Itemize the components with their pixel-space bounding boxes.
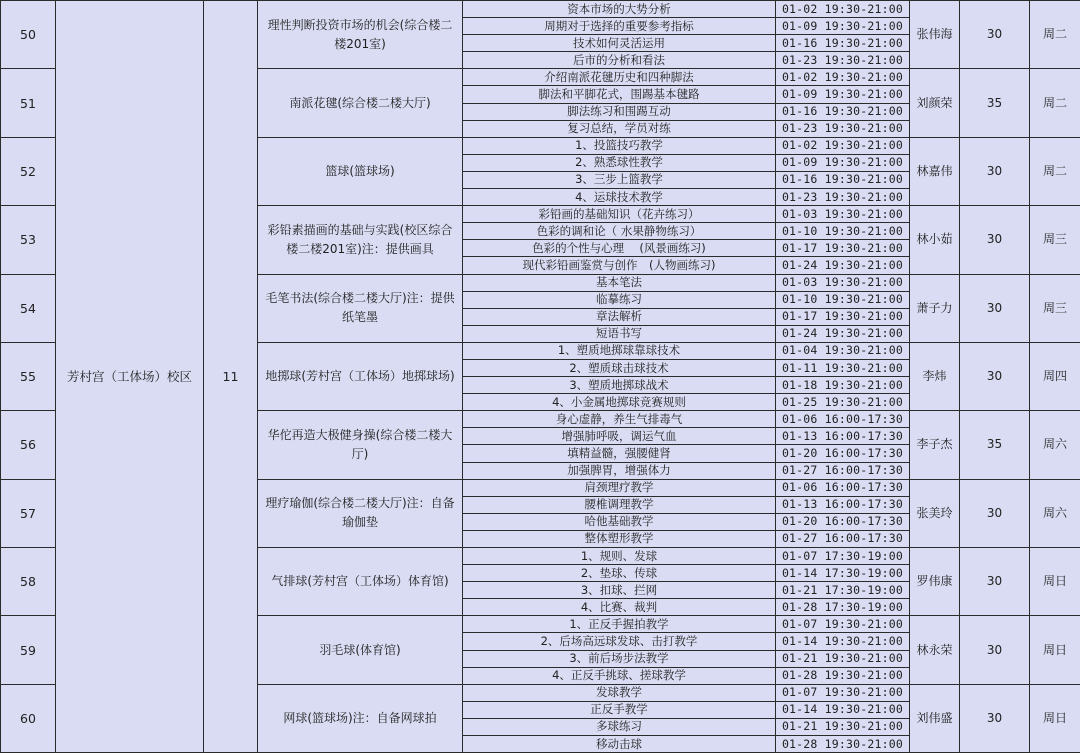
session-topic: 腰椎调理教学: [463, 496, 776, 513]
teacher-name: 李炜: [910, 342, 960, 410]
teacher-name: 张伟海: [910, 1, 960, 69]
table-body: [1, 1, 1080, 753]
session-time: 01-16 19:30-21:00: [776, 103, 910, 120]
session-time: 01-13 16:00-17:30: [776, 496, 910, 513]
session-topic: 4、小金属地掷球竞赛规则: [463, 394, 776, 411]
session-time: 01-07 19:30-21:00: [776, 684, 910, 701]
course-title: 彩铅素描画的基础与实践(校区综合楼二楼201室)注：提供画具: [258, 206, 463, 274]
session-time: 01-09 19:30-21:00: [776, 18, 910, 35]
session-time: 01-23 19:30-21:00: [776, 120, 910, 137]
course-number: 51: [1, 69, 56, 137]
enrollment-quota: 30: [960, 342, 1030, 410]
teacher-name: 罗伟康: [910, 548, 960, 616]
session-topic: 4、运球技术教学: [463, 189, 776, 206]
enrollment-quota: 30: [960, 274, 1030, 342]
session-time: 01-04 19:30-21:00: [776, 342, 910, 359]
session-topic: 移动击球: [463, 736, 776, 753]
session-time: 01-09 19:30-21:00: [776, 86, 910, 103]
session-topic: 色彩的调和论（ 水果静物练习）: [463, 223, 776, 240]
course-number: 58: [1, 548, 56, 616]
teacher-name: 林永荣: [910, 616, 960, 684]
course-number: 52: [1, 137, 56, 205]
session-topic: 整体塑形教学: [463, 530, 776, 547]
session-topic: 发球教学: [463, 684, 776, 701]
session-topic: 3、塑质地掷球战术: [463, 377, 776, 394]
session-topic: 章法解析: [463, 308, 776, 325]
session-time: 01-14 17:30-19:00: [776, 565, 910, 582]
session-time: 01-14 19:30-21:00: [776, 633, 910, 650]
session-time: 01-09 19:30-21:00: [776, 154, 910, 171]
session-topic: 肩颈理疗教学: [463, 479, 776, 496]
session-time: 01-02 19:30-21:00: [776, 1, 910, 18]
session-time: 01-20 16:00-17:30: [776, 445, 910, 462]
session-time: 01-07 19:30-21:00: [776, 616, 910, 633]
enrollment-quota: 35: [960, 69, 1030, 137]
session-time: 01-02 19:30-21:00: [776, 137, 910, 154]
session-topic: 哈他基础教学: [463, 513, 776, 530]
session-topic: 介绍南派花毽历史和四种脚法: [463, 69, 776, 86]
session-topic: 3、三步上篮教学: [463, 171, 776, 188]
weekday: 周二: [1030, 69, 1080, 137]
session-time: 01-16 19:30-21:00: [776, 35, 910, 52]
session-topic: 多球练习: [463, 718, 776, 735]
weekday: 周日: [1030, 548, 1080, 616]
session-topic: 基本笔法: [463, 274, 776, 291]
teacher-name: 萧子力: [910, 274, 960, 342]
session-time: 01-23 19:30-21:00: [776, 189, 910, 206]
session-time: 01-28 19:30-21:00: [776, 736, 910, 753]
session-topic: 3、前后场步法教学: [463, 650, 776, 667]
session-topic: 正反手教学: [463, 701, 776, 718]
session-time: 01-21 19:30-21:00: [776, 650, 910, 667]
enrollment-quota: 35: [960, 411, 1030, 479]
teacher-name: 李子杰: [910, 411, 960, 479]
course-title: 气排球(芳村宫（工体场）体育馆): [258, 548, 463, 616]
teacher-name: 刘伟盛: [910, 684, 960, 752]
weekday: 周二: [1030, 1, 1080, 69]
table-row: [1, 1, 1080, 18]
course-number: 59: [1, 616, 56, 684]
session-time: 01-21 17:30-19:00: [776, 582, 910, 599]
session-topic: 增强肺呼吸，调运气血: [463, 428, 776, 445]
weekday: 周二: [1030, 137, 1080, 205]
session-time: 01-06 16:00-17:30: [776, 479, 910, 496]
session-topic: 1、塑质地掷球靠球技术: [463, 342, 776, 359]
enrollment-quota: 30: [960, 206, 1030, 274]
session-time: 01-06 16:00-17:30: [776, 411, 910, 428]
session-time: 01-27 16:00-17:30: [776, 530, 910, 547]
teacher-name: 林小茹: [910, 206, 960, 274]
session-topic: 加强脾胃，增强体力: [463, 462, 776, 479]
course-title: 网球(篮球场)注：自备网球拍: [258, 684, 463, 752]
session-topic: 4、比赛、裁判: [463, 599, 776, 616]
course-title: 理疗瑜伽(综合楼二楼大厅)注：自备瑜伽垫: [258, 479, 463, 547]
session-time: 01-25 19:30-21:00: [776, 394, 910, 411]
session-topic: 身心虚静，养生气排毒气: [463, 411, 776, 428]
teacher-name: 张美玲: [910, 479, 960, 547]
weekday: 周六: [1030, 479, 1080, 547]
session-time: 01-14 19:30-21:00: [776, 701, 910, 718]
course-number: 60: [1, 684, 56, 752]
teacher-name: 刘颜荣: [910, 69, 960, 137]
session-topic: 填精益髓，强腰健肾: [463, 445, 776, 462]
course-title: 篮球(篮球场): [258, 137, 463, 205]
session-topic: 2、垫球、传球: [463, 565, 776, 582]
enrollment-quota: 30: [960, 479, 1030, 547]
session-time: 01-13 16:00-17:30: [776, 428, 910, 445]
session-topic: 脚法和平脚花式，围踢基本毽路: [463, 86, 776, 103]
session-time: 01-27 16:00-17:30: [776, 462, 910, 479]
weekday: 周日: [1030, 616, 1080, 684]
session-topic: 脚法练习和围踢互动: [463, 103, 776, 120]
session-topic: 周期对于选择的重要参考指标: [463, 18, 776, 35]
enrollment-quota: 30: [960, 1, 1030, 69]
session-topic: 4、正反手挑球、搓球教学: [463, 667, 776, 684]
session-time: 01-17 19:30-21:00: [776, 308, 910, 325]
session-topic: 2、熟悉球性教学: [463, 154, 776, 171]
session-topic: 资本市场的大势分析: [463, 1, 776, 18]
session-topic: 技术如何灵活运用: [463, 35, 776, 52]
session-time: 01-20 16:00-17:30: [776, 513, 910, 530]
session-topic: 现代彩铅画鉴赏与创作 (人物画练习): [463, 257, 776, 274]
session-topic: 色彩的个性与心理 (风景画练习): [463, 240, 776, 257]
session-topic: 临摹练习: [463, 291, 776, 308]
session-time: 01-03 19:30-21:00: [776, 206, 910, 223]
enrollment-quota: 30: [960, 616, 1030, 684]
session-topic: 后市的分析和看法: [463, 52, 776, 69]
teacher-name: 林嘉伟: [910, 137, 960, 205]
session-time: 01-02 19:30-21:00: [776, 69, 910, 86]
session-time: 01-21 19:30-21:00: [776, 718, 910, 735]
course-title: 华佗再造大极健身操(综合楼二楼大厅): [258, 411, 463, 479]
weekday: 周四: [1030, 342, 1080, 410]
course-title: 羽毛球(体育馆): [258, 616, 463, 684]
session-topic: 1、规则、发球: [463, 548, 776, 565]
enrollment-quota: 30: [960, 548, 1030, 616]
session-topic: 2、后场高远球发球、击打教学: [463, 633, 776, 650]
course-number: 55: [1, 342, 56, 410]
course-number: 53: [1, 206, 56, 274]
session-time: 01-24 19:30-21:00: [776, 257, 910, 274]
session-time: 01-16 19:30-21:00: [776, 171, 910, 188]
session-time: 01-10 19:30-21:00: [776, 223, 910, 240]
campus-name: 芳村宫（工体场）校区: [56, 1, 204, 753]
session-time: 01-23 19:30-21:00: [776, 52, 910, 69]
session-topic: 彩铅画的基础知识（花卉练习）: [463, 206, 776, 223]
session-time: 01-24 19:30-21:00: [776, 325, 910, 342]
enrollment-quota: 30: [960, 137, 1030, 205]
course-number: 54: [1, 274, 56, 342]
session-topic: 1、正反手握拍教学: [463, 616, 776, 633]
course-title: 毛笔书法(综合楼二楼大厅)注：提供纸笔墨: [258, 274, 463, 342]
weekday: 周三: [1030, 274, 1080, 342]
course-title: 地掷球(芳村宫（工体场）地掷球场): [258, 342, 463, 410]
session-time: 01-11 19:30-21:00: [776, 359, 910, 376]
session-topic: 1、投篮技巧教学: [463, 137, 776, 154]
course-title: 南派花毽(综合楼二楼大厅): [258, 69, 463, 137]
weekday: 周三: [1030, 206, 1080, 274]
session-time: 01-17 19:30-21:00: [776, 240, 910, 257]
session-time: 01-03 19:30-21:00: [776, 274, 910, 291]
session-topic: 短语书写: [463, 325, 776, 342]
session-time: 01-28 17:30-19:00: [776, 599, 910, 616]
session-time: 01-10 19:30-21:00: [776, 291, 910, 308]
campus-course-count: 11: [204, 1, 258, 753]
course-number: 56: [1, 411, 56, 479]
session-time: 01-18 19:30-21:00: [776, 377, 910, 394]
course-title: 理性判断投资市场的机会(综合楼二楼201室): [258, 1, 463, 69]
course-number: 57: [1, 479, 56, 547]
session-time: 01-07 17:30-19:00: [776, 548, 910, 565]
session-topic: 2、塑质球击球技术: [463, 359, 776, 376]
session-topic: 3、扣球、拦网: [463, 582, 776, 599]
weekday: 周日: [1030, 684, 1080, 752]
session-time: 01-28 19:30-21:00: [776, 667, 910, 684]
weekday: 周六: [1030, 411, 1080, 479]
session-topic: 复习总结，学员对练: [463, 120, 776, 137]
enrollment-quota: 30: [960, 684, 1030, 752]
course-number: 50: [1, 1, 56, 69]
